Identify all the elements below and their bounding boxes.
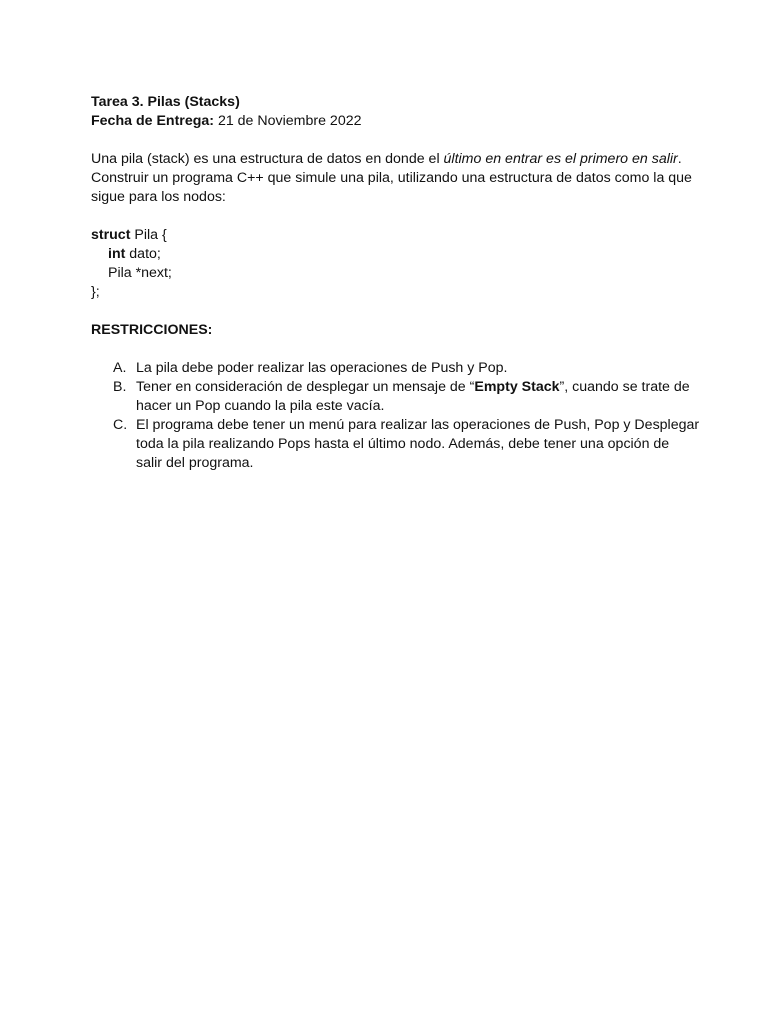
empty-stack-emphasis: Empty Stack <box>474 379 560 395</box>
due-date-value: 21 de Noviembre 2022 <box>214 113 362 129</box>
intro-line-3: sigue para los nodos: <box>91 189 226 205</box>
restrictions-heading: RESTRICCIONES: <box>91 322 213 338</box>
restriction-item-c: C. El programa debe tener un menú para realizar las operaciones de Push, Pop y Desplegar toda la pila realizando Pops hasta el último nodo. Además, debe tener una opción de salir del programa. <box>113 417 700 471</box>
restrictions-list <box>91 359 700 473</box>
code-line-int: int dato; <box>108 246 161 262</box>
due-date <box>91 112 691 131</box>
restriction-item-b: B. Tener en consideración de desplegar un mensaje de “Empty Stack”, cuando se trate de hacer un Pop cuando la pila este vacía. <box>113 379 690 414</box>
list-marker: B. <box>113 379 127 395</box>
restriction-item-a: A. La pila debe poder realizar las operaciones de Push y Pop. <box>113 360 508 376</box>
intro-emphasis: último en entrar es el primero en salir <box>443 151 678 167</box>
intro-line-1: Una pila (stack) es una estructura de datos en donde el último en entrar es el primero en salir. <box>91 151 682 167</box>
list-marker: A. <box>113 360 127 376</box>
keyword-int: int <box>108 246 126 262</box>
code-line-close: }; <box>91 284 100 300</box>
due-date-label: Fecha de Entrega: <box>91 113 214 129</box>
document-body <box>91 93 700 473</box>
list-marker: C. <box>113 417 128 433</box>
code-line-struct: struct Pila { <box>91 227 167 243</box>
code-line-next: Pila *next; <box>108 265 172 281</box>
intro-line-2: Construir un programa C++ que simule una pila, utilizando una estructura de datos como la que <box>91 170 692 186</box>
assignment-title: Tarea 3. Pilas (Stacks) <box>91 94 240 110</box>
keyword-struct: struct <box>91 227 131 243</box>
code-block <box>91 226 691 302</box>
